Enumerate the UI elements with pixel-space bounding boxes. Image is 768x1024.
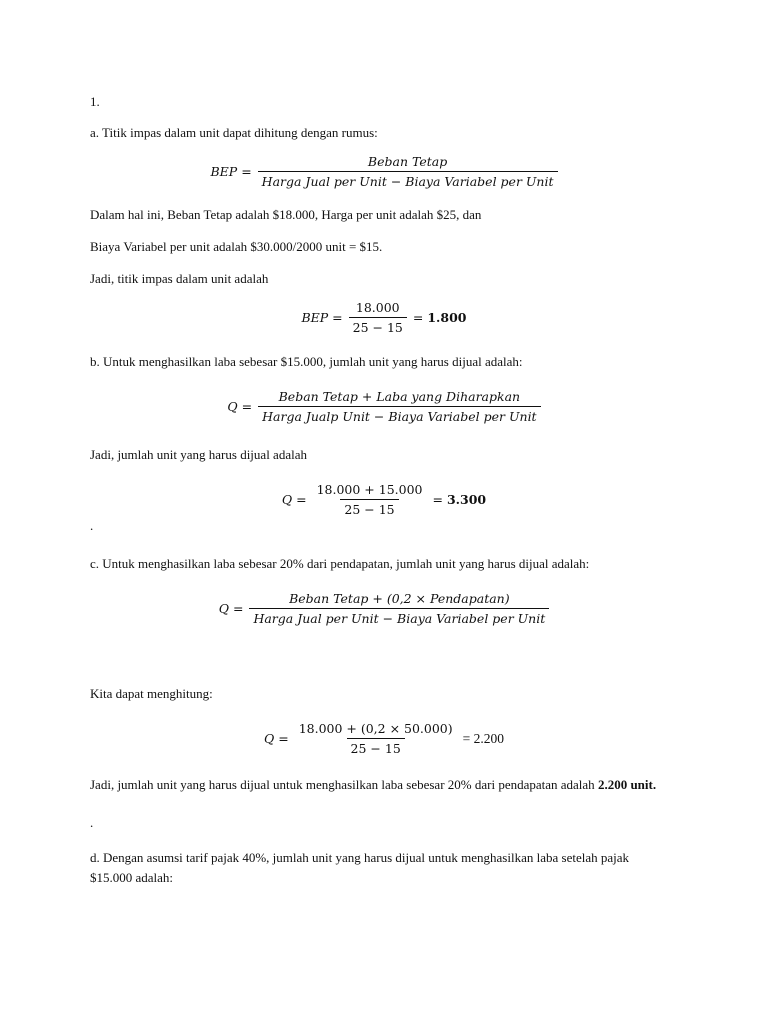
- conclusion-text: Jadi, jumlah unit yang harus dijual untuk menghasilkan laba sebesar 20% dari pendapatan adalah: [90, 777, 598, 792]
- section-d-line1: d. Dengan asumsi tarif pajak 40%, jumlah unit yang harus dijual untuk menghasilkan laba setelah pajak: [90, 850, 629, 865]
- section-b-calc: [0, 482, 768, 517]
- fraction: [258, 154, 558, 189]
- section-a-calc: [0, 300, 768, 335]
- section-a-line3: Jadi, titik impas dalam unit adalah: [90, 271, 269, 286]
- fraction: [349, 300, 407, 335]
- formula-lhs: BEP =: [210, 164, 252, 179]
- denominator: 25 − 15: [347, 738, 405, 756]
- numerator: 18.000 + (0,2 × 50.000): [298, 721, 453, 736]
- section-c-formula: [0, 591, 768, 626]
- calc-lhs: Q =: [263, 731, 289, 746]
- numerator: 18.000 + 15.000: [316, 482, 423, 497]
- numerator: 18.000: [355, 300, 400, 315]
- section-c-conclusion: [90, 777, 656, 793]
- formula-lhs: Q =: [227, 399, 253, 414]
- fraction: [249, 591, 549, 626]
- item-number: 1.: [90, 94, 100, 109]
- fraction: [313, 482, 427, 517]
- section-c-line1: Kita dapat menghitung:: [90, 686, 213, 701]
- calc-result: 1.800: [427, 310, 467, 325]
- fraction: [258, 389, 540, 424]
- section-b-formula: [0, 389, 768, 424]
- section-a-line1: Dalam hal ini, Beban Tetap adalah $18.000, Harga per unit adalah $25, dan: [90, 207, 482, 222]
- denominator: Harga Jualp Unit − Biaya Variabel per Unit: [258, 406, 540, 424]
- formula-lhs: Q =: [218, 601, 244, 616]
- calc-result: 3.300: [446, 492, 487, 507]
- section-c-intro: c. Untuk menghasilkan laba sebesar 20% dari pendapatan, jumlah unit yang harus dijual adalah:: [90, 556, 590, 571]
- section-a-formula: [0, 154, 768, 189]
- section-d-line2: $15.000 adalah:: [90, 870, 174, 885]
- fraction: [295, 721, 457, 756]
- section-b-intro: b. Untuk menghasilkan laba sebesar $15.000, jumlah unit yang harus dijual adalah:: [90, 354, 523, 369]
- section-a-intro: a. Titik impas dalam unit dapat dihitung dengan rumus:: [90, 125, 378, 140]
- section-b-line1: Jadi, jumlah unit yang harus dijual adalah: [90, 447, 307, 462]
- calc-result: = 2.200: [462, 730, 505, 746]
- denominator: Harga Jual per Unit − Biaya Variabel per Unit: [258, 171, 558, 189]
- calc-lhs: BEP =: [301, 310, 343, 325]
- conclusion-bold: 2.200 unit.: [597, 777, 657, 792]
- denominator: Harga Jual per Unit − Biaya Variabel per Unit: [249, 608, 549, 626]
- calc-lhs: Q =: [281, 492, 307, 507]
- numerator: Beban Tetap + (0,2 × Pendapatan): [289, 591, 510, 606]
- numerator: Beban Tetap + Laba yang Diharapkan: [278, 389, 521, 404]
- section-c-calc: [0, 721, 768, 756]
- equals-sign: =: [432, 492, 443, 507]
- denominator: 25 − 15: [349, 317, 407, 335]
- numerator: Beban Tetap: [367, 154, 448, 169]
- section-a-line2: Biaya Variabel per unit adalah $30.000/2000 unit = $15.: [90, 239, 383, 254]
- section-b-dot: .: [90, 518, 94, 533]
- equals-sign: =: [412, 310, 424, 325]
- section-c-dot: .: [90, 815, 94, 830]
- denominator: 25 − 15: [340, 499, 398, 517]
